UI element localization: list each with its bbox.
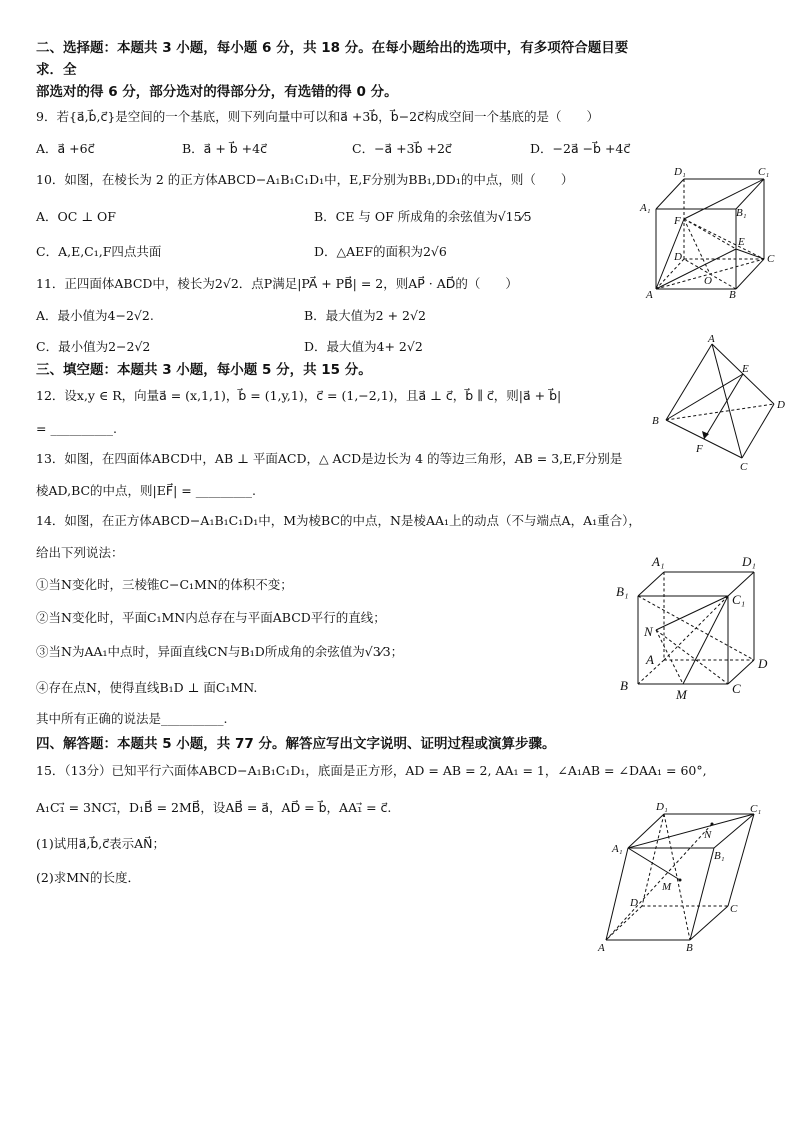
question-11-option-c: C．最小值为2−2√2 <box>36 339 151 354</box>
question-13-stem-2: 棱AD,BC的中点，则|EF⃗| = _________. <box>36 483 256 498</box>
question-11-option-b: B．最大值为2 + 2√2 <box>304 308 426 323</box>
label-N: N <box>704 829 712 841</box>
label-C1: C₁ <box>750 803 762 815</box>
question-11-option-a: A．最小值为4−2√2. <box>36 308 154 323</box>
question-13-stem: 13．如图，在四面体ABCD中，AB ⊥ 平面ACD，△ ACD是边长为 4 的等边三角形，AB = 3,E,F分别是 <box>36 451 623 466</box>
question-14-tail: 其中所有正确的说法是__________. <box>36 711 228 726</box>
label-B: B <box>686 942 693 954</box>
question-14-intro: 给出下列说法： <box>36 545 124 560</box>
label-D: D <box>777 399 785 411</box>
label-D1: D₁ <box>656 801 668 813</box>
question-10-option-b: B．CE 与 OF 所成角的余弦值为√15⁄5 <box>314 209 532 224</box>
label-C: C <box>767 253 775 265</box>
question-14-item-2: ②当N变化时，平面C₁MN内总存在与平面ABCD平行的直线； <box>36 610 386 625</box>
question-11-option-d: D．最大值为4+ 2√2 <box>304 339 423 354</box>
label-E: E <box>738 236 745 248</box>
section-2-header-line1: 二、选择题：本题共 3 小题，每小题 6 分，共 18 分。在每小题给出的选项中，有多项符合题目要 <box>36 40 629 56</box>
section-3-header: 三、填空题：本题共 3 小题，每小题 5 分，共 15 分。 <box>36 362 372 378</box>
label-B1: B₁ <box>736 207 747 219</box>
label-C1: C₁ <box>758 166 770 178</box>
question-9-option-c: C．−a⃗ +3b⃗ +2c⃗ <box>352 141 452 156</box>
label-A: A <box>708 333 715 345</box>
question-10-option-a: A．OC ⊥ OF <box>36 209 116 224</box>
label-A: A <box>646 652 654 667</box>
label-E: E <box>742 363 749 375</box>
label-B: B <box>652 415 659 427</box>
label-M: M <box>676 687 687 702</box>
label-C: C <box>732 681 741 696</box>
figure-cube-q10 <box>636 164 786 304</box>
label-A1: A₁ <box>640 202 651 214</box>
label-A: A <box>646 289 653 301</box>
question-12-stem: 12．设x,y ∈ R，向量a⃗ = (x,1,1)，b⃗ = (1,y,1)，c⃗ = (1,−2,1)，且a⃗ ⊥ c⃗，b⃗ ∥ c⃗，则|a⃗ + b⃗| <box>36 388 562 403</box>
question-9-option-d: D．−2a⃗ −b⃗ +4c⃗ <box>530 141 631 156</box>
label-B1: B₁ <box>616 584 629 599</box>
question-9-option-a: A．a⃗ +6c⃗ <box>36 141 95 156</box>
section-2-header-line3: 部选对的得 6 分，部分选对的得部分分，有选错的得 0 分。 <box>36 84 398 100</box>
label-D: D <box>758 656 768 671</box>
label-F: F <box>674 215 681 227</box>
label-M: M <box>662 881 672 893</box>
figure-cube-q14 <box>612 552 782 702</box>
label-F: F <box>696 443 703 455</box>
label-A1: A₁ <box>652 554 665 569</box>
label-D: D <box>630 897 638 909</box>
label-D1: D₁ <box>742 554 756 569</box>
figure-parallelepiped-q15 <box>594 796 774 956</box>
section-4-header: 四、解答题：本题共 5 小题，共 77 分。解答应写出文字说明、证明过程或演算步骤。 <box>36 736 556 752</box>
label-B1: B₁ <box>714 850 725 862</box>
figure-tetrahedron-q13 <box>648 332 793 472</box>
label-D: D <box>674 251 682 263</box>
question-11-stem: 11．正四面体ABCD中，棱长为2√2．点P满足|PA⃗ + PB⃗| = 2，则AP⃗ · AD⃗的（ ） <box>36 276 518 291</box>
question-14-item-4: ④存在点N，使得直线B₁D ⊥ 面C₁MN. <box>36 680 258 695</box>
label-B: B <box>620 678 628 693</box>
label-B: B <box>729 289 736 301</box>
label-A: A <box>598 942 605 954</box>
question-10-option-d: D．△AEF的面积为2√6 <box>314 244 447 259</box>
label-N: N <box>644 624 653 639</box>
question-10-stem: 10．如图，在棱长为 2 的正方体ABCD−A₁B₁C₁D₁中，E,F分别为BB₁,DD₁的中点，则（ ） <box>36 172 574 187</box>
question-9-option-b: B．a⃗ + b⃗ +4c⃗ <box>182 141 267 156</box>
label-A1: A₁ <box>612 843 623 855</box>
question-10-option-c: C．A,E,C₁,F四点共面 <box>36 244 162 259</box>
label-C: C <box>740 461 748 473</box>
question-15-part-2: (2)求MN的长度． <box>36 870 140 885</box>
question-14-item-1: ①当N变化时，三棱锥C−C₁MN的体积不变； <box>36 577 293 592</box>
label-D1: D₁ <box>674 166 686 178</box>
question-14-item-3: ③当N为AA₁中点时，异面直线CN与B₁D所成角的余弦值为√3⁄3； <box>36 644 404 659</box>
question-14-stem: 14．如图，在正方体ABCD−A₁B₁C₁D₁中，M为棱BC的中点，N是棱AA₁上的动点（不与端点A，A₁重合）， <box>36 513 641 528</box>
question-15-part-1: (1)试用a⃗,b⃗,c⃗表示AN⃗； <box>36 836 165 851</box>
section-2-header-line2: 求．全 <box>36 62 77 78</box>
question-9-stem: 9．若{a⃗,b⃗,c⃗}是空间的一个基底，则下列向量中可以和a⃗ +3b⃗，b⃗−2c⃗构成空间一个基底的是（ ） <box>36 109 600 124</box>
label-O: O <box>704 275 712 287</box>
label-C1: C₁ <box>732 592 746 607</box>
question-15-stem: 15．（13分）已知平行六面体ABCD−A₁B₁C₁D₁，底面是正方形，AD = AB = 2, AA₁ = 1，∠A₁AB = ∠DAA₁ = 60°, <box>36 763 707 778</box>
question-12-answer-blank: = __________. <box>36 421 117 436</box>
label-C: C <box>730 903 738 915</box>
question-15-stem-2: A₁C₁⃗ = 3NC₁⃗，D₁B⃗ = 2MB⃗，设AB⃗ = a⃗，AD⃗ = b⃗，AA₁⃗ = c⃗. <box>36 800 392 815</box>
